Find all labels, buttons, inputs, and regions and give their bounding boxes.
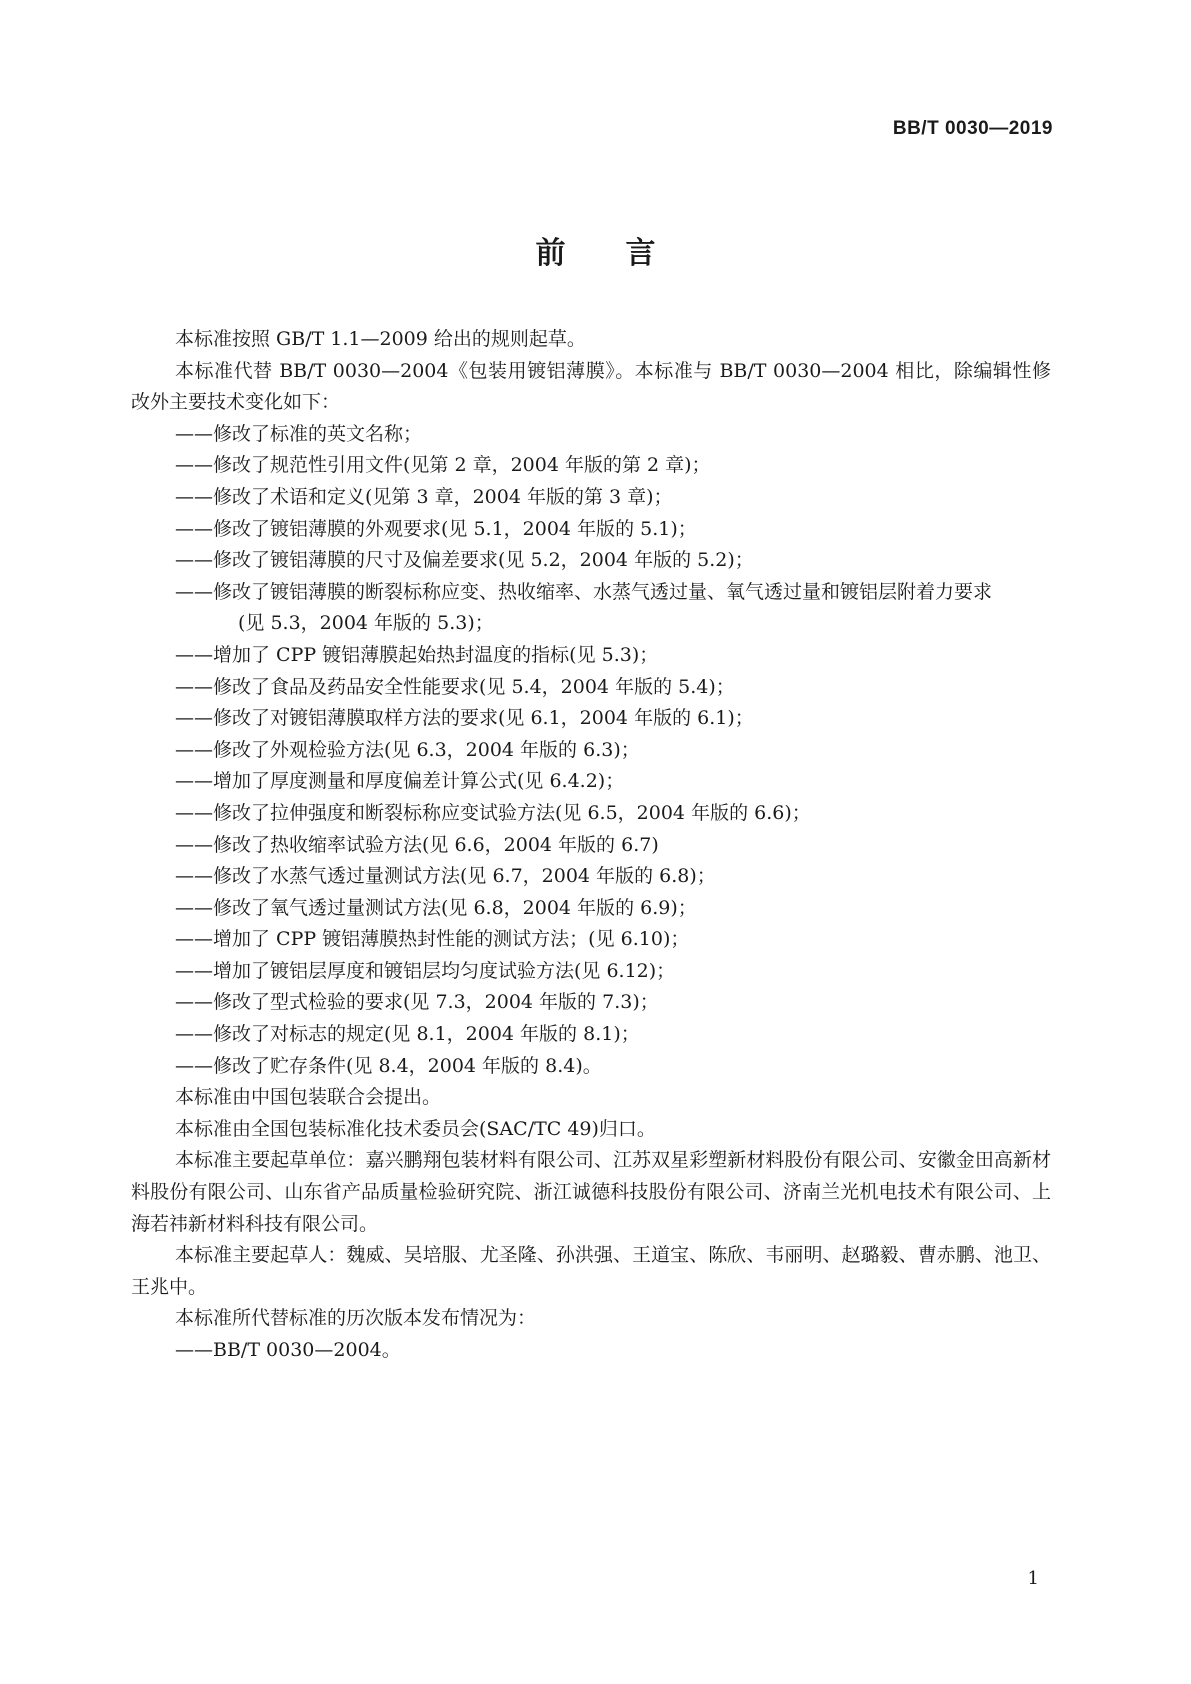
paragraph: 本标准按照 GB/T 1.1—2009 给出的规则起草。: [175, 328, 586, 350]
paragraph: 本标准主要起草人：魏威、吴培服、尤圣隆、孙洪强、王道宝、陈欣、韦丽明、赵璐毅、曹赤鹏、池卫、王兆中。: [131, 1244, 1051, 1298]
paragraph: 本标准由中国包装联合会提出。: [175, 1086, 442, 1109]
page-title: 前言: [535, 236, 716, 271]
change-item-continuation: (见 5.3，2004 年版的 5.3)；: [238, 612, 494, 635]
foreword-body: [131, 324, 1051, 1367]
change-item: ——修改了外观检验方法(见 6.3，2004 年版的 6.3)；: [175, 738, 640, 761]
paragraph: 本标准由全国包装标准化技术委员会(SAC/TC 49)归口。: [175, 1117, 656, 1140]
standard-number: BB/T 0030—2019: [892, 118, 1053, 139]
paragraph: 本标准主要起草单位：嘉兴鹏翔包装材料有限公司、江苏双星彩塑新材料股份有限公司、安徽金田高新材料股份有限公司、山东省产品质量检验研究院、浙江诚德科技股份有限公司、济南兰光机电技术有限公司、上海若祎新材料科技有限公司。: [131, 1149, 1051, 1235]
change-item: ——修改了镀铝薄膜的尺寸及偏差要求(见 5.2，2004 年版的 5.2)；: [175, 549, 754, 572]
history-item: ——BB/T 0030—2004。: [175, 1339, 401, 1361]
change-item: ——修改了规范性引用文件(见第 2 章，2004 年版的第 2 章)；: [175, 454, 711, 477]
change-item: ——修改了镀铝薄膜的断裂标称应变、热收缩率、水蒸气透过量、氧气透过量和镀铝层附着力要求: [175, 580, 993, 603]
change-item: ——修改了镀铝薄膜的外观要求(见 5.1，2004 年版的 5.1)；: [175, 517, 697, 540]
change-item: ——修改了热收缩率试验方法(见 6.6，2004 年版的 6.7): [175, 833, 659, 856]
change-item: ——增加了 CPP 镀铝薄膜热封性能的测试方法；(见 6.10)；: [175, 928, 690, 951]
change-item: ——修改了对标志的规定(见 8.1，2004 年版的 8.1)；: [175, 1023, 640, 1046]
change-item: ——修改了型式检验的要求(见 7.3，2004 年版的 7.3)；: [175, 991, 659, 1014]
change-item: ——修改了贮存条件(见 8.4，2004 年版的 8.4)。: [175, 1054, 602, 1077]
change-item: ——修改了氧气透过量测试方法(见 6.8，2004 年版的 6.9)；: [175, 896, 697, 919]
change-item: ——修改了水蒸气透过量测试方法(见 6.7，2004 年版的 6.8)；: [175, 865, 716, 888]
change-item: ——修改了对镀铝薄膜取样方法的要求(见 6.1，2004 年版的 6.1)；: [175, 707, 754, 730]
change-item: ——修改了拉伸强度和断裂标称应变试验方法(见 6.5，2004 年版的 6.6)；: [175, 801, 811, 824]
paragraph: 本标准所代替标准的历次版本发布情况为：: [175, 1307, 537, 1330]
change-item: ——增加了 CPP 镀铝薄膜起始热封温度的指标(见 5.3)；: [175, 643, 659, 666]
change-item: ——修改了术语和定义(见第 3 章，2004 年版的第 3 章)；: [175, 485, 673, 508]
change-item: ——增加了厚度测量和厚度偏差计算公式(见 6.4.2)；: [175, 770, 625, 793]
paragraph: 本标准代替 BB/T 0030—2004《包装用镀铝薄膜》。本标准与 BB/T 0030—2004 相比，除编辑性修改外主要技术变化如下：: [131, 359, 1051, 414]
change-item: ——修改了食品及药品安全性能要求(见 5.4，2004 年版的 5.4)；: [175, 675, 735, 698]
page-number: 1: [1027, 1568, 1039, 1589]
change-item: ——增加了镀铝层厚度和镀铝层均匀度试验方法(见 6.12)；: [175, 959, 676, 982]
change-item: ——修改了标准的英文名称；: [175, 422, 423, 445]
